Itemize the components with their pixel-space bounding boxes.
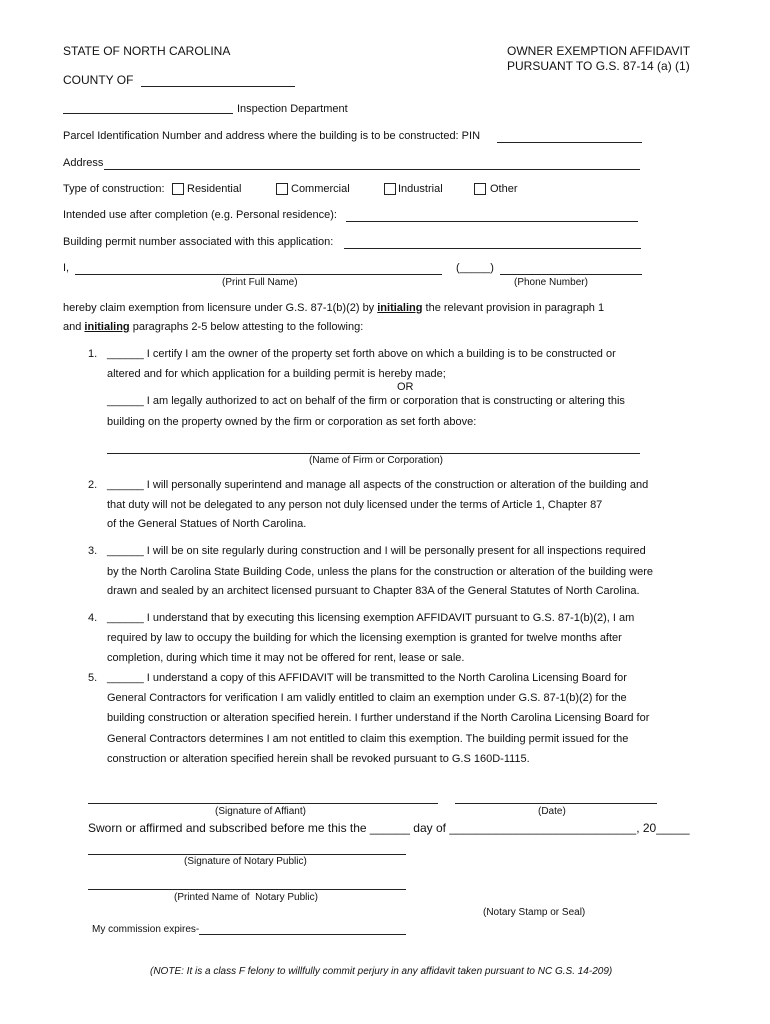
pin-field[interactable] [497, 142, 642, 143]
full-name-field[interactable] [75, 274, 442, 275]
affiant-signature-field[interactable] [88, 803, 438, 804]
intro-line-1: hereby claim exemption from licensure under G.S. 87-1(b)(2) by initialing the relevant provision in paragraph 1 [63, 302, 605, 314]
item-3-line-3: drawn and sealed by an architect licensed pursuant to Chapter 83A of the General Statutes of North Carolina. [107, 585, 640, 597]
notary-signature-caption: (Signature of Notary Public) [184, 856, 307, 867]
other-checkbox[interactable] [474, 183, 486, 195]
item-1-line-3: ______ I am legally authorized to act on behalf of the firm or corporation that is constructing or altering this [107, 395, 625, 407]
phone-field[interactable] [500, 274, 642, 275]
county-label: COUNTY OF [63, 73, 134, 87]
notary-name-field[interactable] [88, 889, 406, 890]
item-3-number: 3. [88, 545, 98, 557]
item-3-line-1: ______ I will be on site regularly during construction and I will be personally present for all inspections required [107, 545, 646, 557]
item-4-line-3: completion, during which time it may not be offered for rent, lease or sale. [107, 652, 465, 664]
felony-note: (NOTE: It is a class F felony to willfully commit perjury in any affidavit taken pursuant to NC G.S. 14-209) [150, 966, 613, 977]
permit-number-label: Building permit number associated with this application: [63, 236, 334, 248]
item-2-line-2: that duty will not be delegated to any person not duly licensed under the terms of Article 1, Chapter 87 [107, 499, 603, 511]
commission-field[interactable] [199, 934, 406, 935]
item-1-line-4: building on the property owned by the firm or corporation as set forth above: [107, 416, 477, 428]
industrial-label: Industrial [398, 183, 443, 195]
residential-label: Residential [187, 183, 242, 195]
intended-use-label: Intended use after completion (e.g. Personal residence): [63, 209, 337, 221]
commercial-label: Commercial [291, 183, 350, 195]
item-4-line-1: ______ I understand that by executing this licensing exemption AFFIDAVIT pursuant to G.S. 87-1(b)(2), I am [107, 612, 635, 624]
date-caption: (Date) [538, 806, 566, 817]
item-1-line-2: altered and for which application for a building permit is hereby made; [107, 368, 446, 380]
notary-name-caption: (Printed Name of Notary Public) [174, 892, 318, 903]
notary-stamp-caption: (Notary Stamp or Seal) [483, 907, 586, 918]
inspection-dept-field[interactable] [63, 113, 233, 114]
address-field[interactable] [104, 169, 640, 170]
parcel-label: Parcel Identification Number and address where the building is to be constructed: PIN [63, 130, 481, 142]
inspection-dept-label: Inspection Department [237, 103, 348, 115]
other-label: Other [490, 183, 518, 195]
county-field[interactable] [141, 86, 295, 87]
item-5-number: 5. [88, 672, 98, 684]
affidavit-title: OWNER EXEMPTION AFFIDAVIT [507, 44, 691, 58]
item-5-line-1: ______ I understand a copy of this AFFIDAVIT will be transmitted to the North Carolina Licensing Board for [107, 672, 627, 684]
item-4-number: 4. [88, 612, 98, 624]
affidavit-subtitle: PURSUANT TO G.S. 87-14 (a) (1) [507, 59, 690, 73]
state-heading: STATE OF NORTH CAROLINA [63, 44, 231, 58]
residential-checkbox[interactable] [172, 183, 184, 195]
affiant-caption: (Signature of Affiant) [215, 806, 306, 817]
commission-label: My commission expires- [92, 924, 200, 935]
item-2-line-3: of the General Statues of North Carolina. [107, 518, 307, 530]
item-2-number: 2. [88, 479, 98, 491]
item-5-line-3: building construction or alteration specified herein. I further understand if the North Carolina Licensing Board for [107, 712, 650, 724]
print-name-caption: (Print Full Name) [222, 277, 298, 288]
i-label: I, [63, 262, 70, 274]
firm-name-field[interactable] [107, 453, 640, 454]
permit-number-field[interactable] [344, 248, 641, 249]
item-5-line-4: General Contractors determines I am not entitled to claim this exemption. The building permit issued for the [107, 733, 629, 745]
item-1-number: 1. [88, 348, 98, 360]
phone-caption: (Phone Number) [514, 277, 588, 288]
item-4-line-2: required by law to occupy the building for which the licensing exemption is granted for twelve months after [107, 632, 622, 644]
address-label: Address [63, 157, 104, 169]
industrial-checkbox[interactable] [384, 183, 396, 195]
item-5-line-5: construction or alteration specified herein shall be revoked pursuant to G.S 160D-1115. [107, 753, 530, 765]
firm-caption: (Name of Firm or Corporation) [309, 455, 443, 466]
intended-use-field[interactable] [346, 221, 638, 222]
item-3-line-2: by the North Carolina State Building Code, unless the plans for the construction or alteration of the building were [107, 566, 654, 578]
item-5-line-2: General Contractors for verification I am validly entitled to claim an exemption under G.S. 87-1(b)(2) for the [107, 692, 627, 704]
intro-line-2: and initialing paragraphs 2-5 below attesting to the following: [63, 321, 364, 333]
notary-signature-field[interactable] [88, 854, 406, 855]
item-1-or: OR [397, 381, 414, 393]
item-2-line-1: ______ I will personally superintend and manage all aspects of the construction or alteration of the building and [107, 479, 649, 491]
date-field[interactable] [455, 803, 657, 804]
item-1-line-1: ______ I certify I am the owner of the property set forth above on which a building is to be constructed or [107, 348, 616, 360]
phone-area: (_____) [456, 262, 494, 274]
commercial-checkbox[interactable] [276, 183, 288, 195]
construction-type-label: Type of construction: [63, 183, 165, 195]
sworn-statement: Sworn or affirmed and subscribed before me this the ______ day of ____________________________, 20_____ [88, 821, 690, 835]
